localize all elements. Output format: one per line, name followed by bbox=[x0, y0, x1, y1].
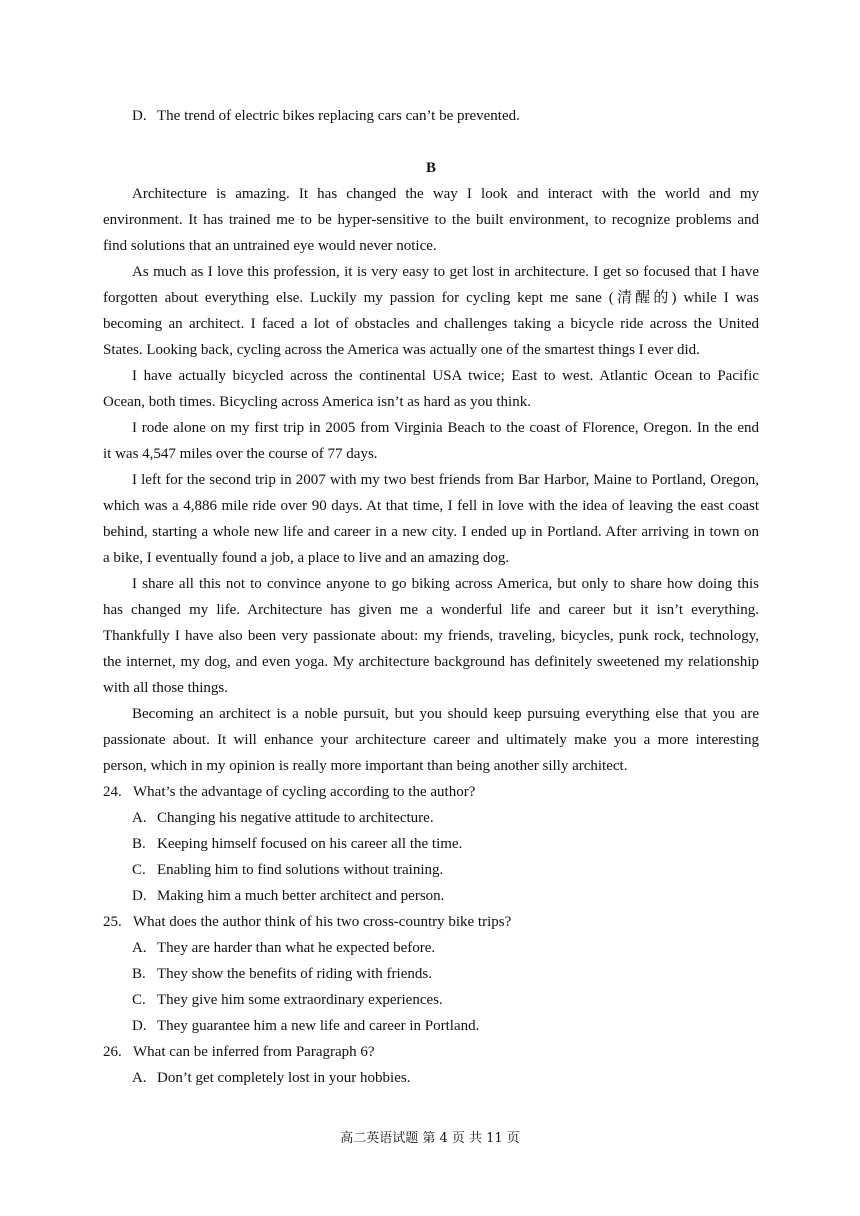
question-stem: What can be inferred from Paragraph 6? bbox=[133, 1044, 375, 1060]
option-text: Don’t get completely lost in your hobbies. bbox=[157, 1070, 411, 1086]
option-text: Changing his negative attitude to architecture. bbox=[157, 810, 434, 826]
passage-line: I have actually bicycled across the continental USA twice; East to west. Atlantic Ocean to Pacific bbox=[132, 368, 759, 384]
option-letter: A. bbox=[132, 810, 147, 826]
passage-line: Ocean, both times. Bicycling across America isn’t as hard as you think. bbox=[103, 394, 531, 410]
passage-line: behind, starting a whole new life and career in a new city. I ended up in Portland. After arriving in town on bbox=[103, 524, 759, 540]
passage-line: it was 4,547 miles over the course of 77 days. bbox=[103, 446, 378, 462]
option-letter: C. bbox=[132, 992, 146, 1008]
passage-line: passionate about. It will enhance your architecture career and ultimately make you a more interesting bbox=[103, 732, 759, 748]
passage-line: States. Looking back, cycling across the America was actually one of the smartest things I ever did. bbox=[103, 342, 700, 358]
option-text: The trend of electric bikes replacing cars can’t be prevented. bbox=[157, 108, 520, 124]
option-letter: D. bbox=[132, 108, 147, 124]
option-text: Making him a much better architect and person. bbox=[157, 888, 445, 904]
passage-line: the internet, my dog, and even yoga. My architecture background has definitely sweetened my relationship bbox=[103, 654, 759, 670]
option-letter: B. bbox=[132, 966, 146, 982]
passage-line: has changed my life. Architecture has given me a wonderful life and career but it isn’t everything. bbox=[103, 602, 759, 618]
question-number: 25. bbox=[103, 914, 122, 930]
option-letter: D. bbox=[132, 888, 147, 904]
passage-line: a bike, I eventually found a job, a place to live and an amazing dog. bbox=[103, 550, 510, 566]
passage-line: find solutions that an untrained eye would never notice. bbox=[103, 238, 437, 254]
option-text: Keeping himself focused on his career all the time. bbox=[157, 836, 463, 852]
option-text: Enabling him to find solutions without training. bbox=[157, 862, 444, 878]
option-24a[interactable] bbox=[132, 809, 434, 827]
option-letter: D. bbox=[132, 1018, 147, 1034]
option-24c[interactable] bbox=[132, 861, 443, 879]
page-footer: 高二英语试题 第 4 页 共 11 页 bbox=[340, 1131, 520, 1146]
question-stem: What does the author think of his two cross-country bike trips? bbox=[133, 914, 512, 930]
passage-line: becoming an architect. I faced a lot of obstacles and challenges taking a bicycle ride across the United bbox=[103, 316, 759, 332]
option-25d[interactable] bbox=[132, 1017, 479, 1035]
option-26a[interactable] bbox=[132, 1069, 410, 1087]
passage-line: person, which in my opinion is really more important than being another silly architect. bbox=[103, 758, 628, 774]
passage-line: Becoming an architect is a noble pursuit, but you should keep pursuing everything else that you are bbox=[132, 706, 759, 722]
passage-line: As much as I love this profession, it is very easy to get lost in architecture. I get so focused that I have bbox=[132, 264, 759, 280]
question-number: 24. bbox=[103, 784, 122, 800]
option-letter: B. bbox=[132, 836, 146, 852]
option-25b[interactable] bbox=[132, 965, 432, 983]
question-number: 26. bbox=[103, 1044, 122, 1060]
passage-line: which was a 4,886 mile ride over 90 days. At that time, I fell in love with the idea of leaving the east coast bbox=[103, 498, 759, 514]
option-24d[interactable] bbox=[132, 887, 444, 905]
option-25c[interactable] bbox=[132, 991, 443, 1009]
option-text: They guarantee him a new life and career in Portland. bbox=[157, 1018, 480, 1034]
section-heading: B bbox=[425, 160, 436, 176]
option-text: They give him some extraordinary experiences. bbox=[157, 992, 443, 1008]
passage-line: with all those things. bbox=[103, 680, 228, 696]
passage-line: I rode alone on my first trip in 2005 from Virginia Beach to the coast of Florence, Oregon. In the end bbox=[132, 420, 759, 436]
question-24 bbox=[103, 783, 475, 801]
option-letter: A. bbox=[132, 940, 147, 956]
passage-line: environment. It has trained me to be hyper-sensitive to the built environment, to recognize problems and bbox=[103, 212, 759, 228]
option-letter: C. bbox=[132, 862, 146, 878]
question-stem: What’s the advantage of cycling according to the author? bbox=[133, 784, 476, 800]
passage-line: Thankfully I have also been very passionate about: my friends, traveling, bicycles, punk rock, technology, bbox=[103, 628, 759, 644]
passage-line: I left for the second trip in 2007 with my two best friends from Bar Harbor, Maine to Portland, Oregon, bbox=[132, 472, 759, 488]
option-25a[interactable] bbox=[132, 939, 435, 957]
passage-line: I share all this not to convince anyone to go biking across America, but only to share how doing this bbox=[132, 576, 759, 592]
passage-line: forgotten about everything else. Luckily my passion for cycling kept me sane (清醒的) while I was bbox=[103, 290, 759, 306]
question-25 bbox=[103, 913, 511, 931]
passage-line: Architecture is amazing. It has changed the way I look and interact with the world and my bbox=[132, 186, 759, 202]
option-letter: A. bbox=[132, 1070, 147, 1086]
option-text: They are harder than what he expected before. bbox=[157, 940, 436, 956]
question-26 bbox=[103, 1043, 375, 1061]
option-text: They show the benefits of riding with friends. bbox=[157, 966, 432, 982]
option-24b[interactable] bbox=[132, 835, 462, 853]
